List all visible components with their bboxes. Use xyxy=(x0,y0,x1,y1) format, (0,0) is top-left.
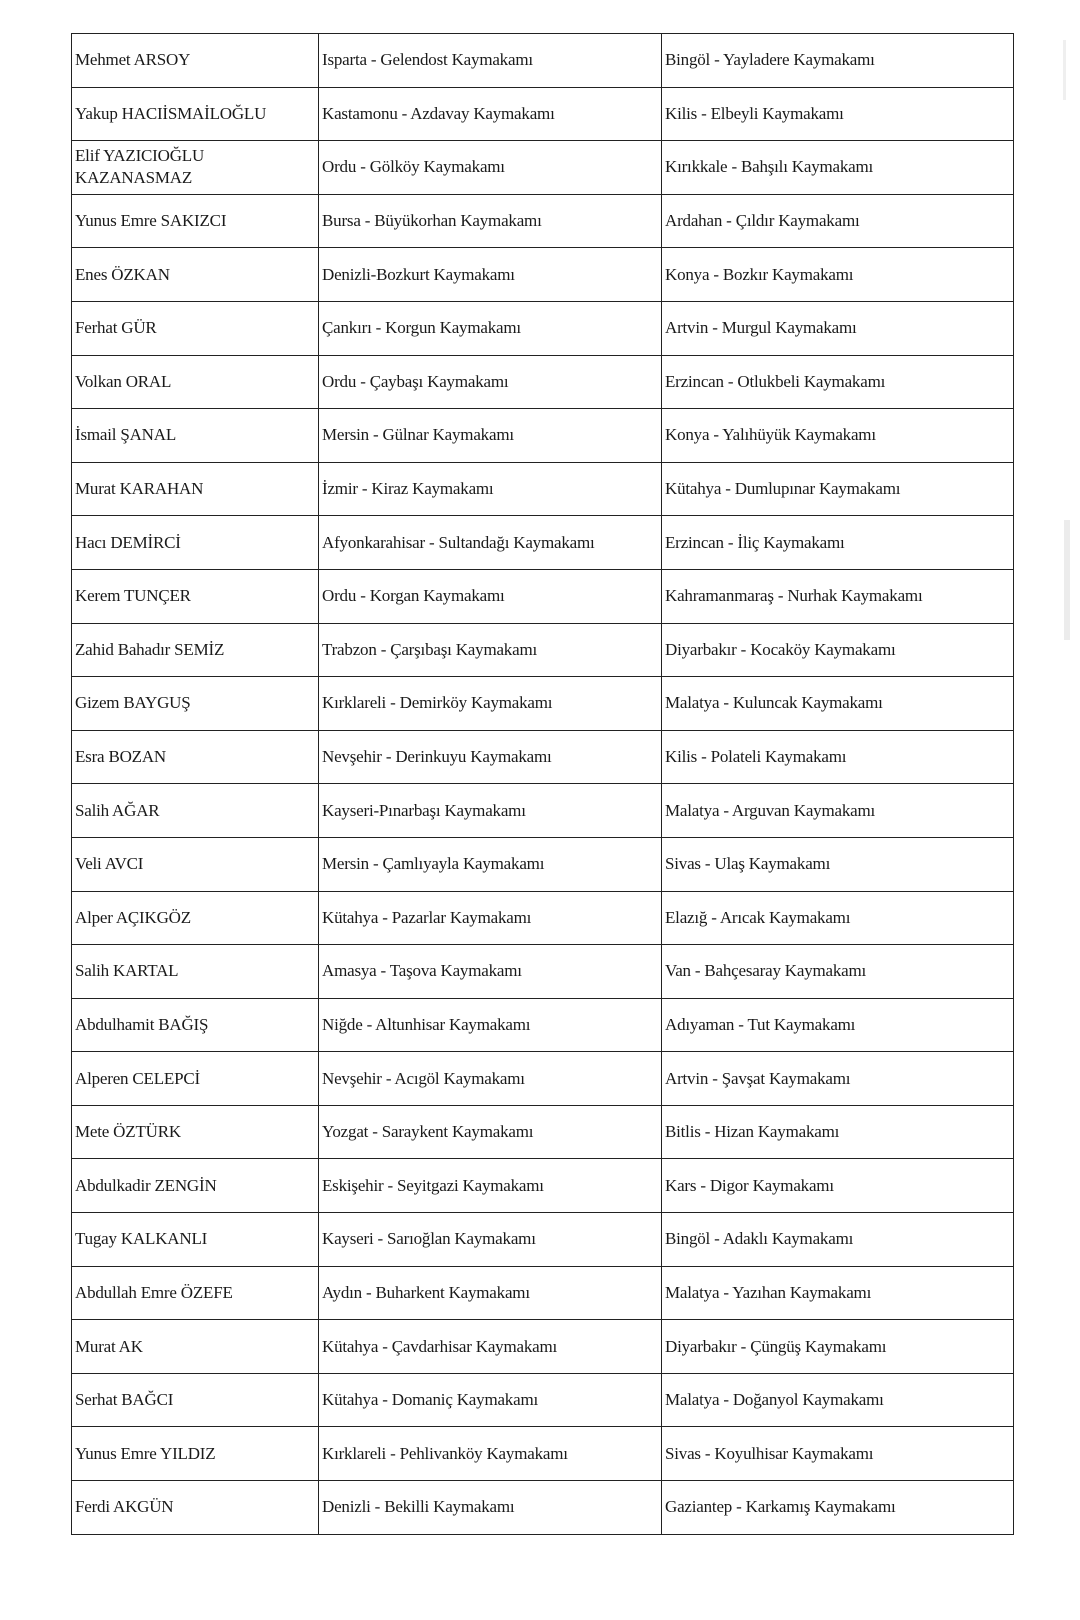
new-post-cell: Malatya - Doğanyol Kaymakamı xyxy=(662,1373,1014,1427)
new-post-cell: Artvin - Şavşat Kaymakamı xyxy=(662,1052,1014,1106)
new-post-cell: Diyarbakır - Çüngüş Kaymakamı xyxy=(662,1320,1014,1374)
new-post-cell: Malatya - Yazıhan Kaymakamı xyxy=(662,1266,1014,1320)
current-post-cell: Denizli-Bozkurt Kaymakamı xyxy=(319,248,662,302)
new-post-cell: Sivas - Ulaş Kaymakamı xyxy=(662,837,1014,891)
new-post-cell: Elazığ - Arıcak Kaymakamı xyxy=(662,891,1014,945)
current-post-cell: Nevşehir - Derinkuyu Kaymakamı xyxy=(319,730,662,784)
current-post-cell: Çankırı - Korgun Kaymakamı xyxy=(319,301,662,355)
table-row xyxy=(72,784,1014,838)
official-name-cell: Murat AK xyxy=(72,1320,319,1374)
official-name-cell: Zahid Bahadır SEMİZ xyxy=(72,623,319,677)
official-name-cell: Murat KARAHAN xyxy=(72,462,319,516)
appointments-table-body xyxy=(72,34,1014,1535)
table-row xyxy=(72,462,1014,516)
current-post-cell: Mersin - Gülnar Kaymakamı xyxy=(319,409,662,463)
current-post-cell: Trabzon - Çarşıbaşı Kaymakamı xyxy=(319,623,662,677)
current-post-cell: Kayseri - Sarıoğlan Kaymakamı xyxy=(319,1213,662,1267)
table-row xyxy=(72,409,1014,463)
current-post-cell: Kırklareli - Demirköy Kaymakamı xyxy=(319,677,662,731)
official-name-cell: Hacı DEMİRCİ xyxy=(72,516,319,570)
new-post-cell: Artvin - Murgul Kaymakamı xyxy=(662,301,1014,355)
table-row xyxy=(72,623,1014,677)
current-post-cell: Ordu - Korgan Kaymakamı xyxy=(319,569,662,623)
new-post-cell: Kütahya - Dumlupınar Kaymakamı xyxy=(662,462,1014,516)
official-name-cell: Gizem BAYGUŞ xyxy=(72,677,319,731)
table-row xyxy=(72,945,1014,999)
official-name-cell: Salih AĞAR xyxy=(72,784,319,838)
official-name-cell: Elif YAZICIOĞLU KAZANASMAZ xyxy=(72,141,319,195)
new-post-cell: Erzincan - İliç Kaymakamı xyxy=(662,516,1014,570)
current-post-cell: Kütahya - Domaniç Kaymakamı xyxy=(319,1373,662,1427)
new-post-cell: Ardahan - Çıldır Kaymakamı xyxy=(662,194,1014,248)
official-name-cell: Veli AVCI xyxy=(72,837,319,891)
official-name-cell: Ferdi AKGÜN xyxy=(72,1481,319,1535)
table-row xyxy=(72,34,1014,88)
official-name-cell: Enes ÖZKAN xyxy=(72,248,319,302)
current-post-cell: Kütahya - Pazarlar Kaymakamı xyxy=(319,891,662,945)
scan-artifact xyxy=(1063,40,1066,100)
table-row xyxy=(72,1105,1014,1159)
new-post-cell: Kırıkkale - Bahşılı Kaymakamı xyxy=(662,141,1014,195)
new-post-cell: Bingöl - Adaklı Kaymakamı xyxy=(662,1213,1014,1267)
current-post-cell: Kırklareli - Pehlivanköy Kaymakamı xyxy=(319,1427,662,1481)
current-post-cell: Eskişehir - Seyitgazi Kaymakamı xyxy=(319,1159,662,1213)
official-name-cell: Yunus Emre YILDIZ xyxy=(72,1427,319,1481)
new-post-cell: Kars - Digor Kaymakamı xyxy=(662,1159,1014,1213)
table-row xyxy=(72,1373,1014,1427)
appointments-table xyxy=(71,33,1014,1535)
new-post-cell: Bitlis - Hizan Kaymakamı xyxy=(662,1105,1014,1159)
official-name-cell: Abdulhamit BAĞIŞ xyxy=(72,998,319,1052)
current-post-cell: Afyonkarahisar - Sultandağı Kaymakamı xyxy=(319,516,662,570)
official-name-cell: Serhat BAĞCI xyxy=(72,1373,319,1427)
new-post-cell: Van - Bahçesaray Kaymakamı xyxy=(662,945,1014,999)
table-row xyxy=(72,1159,1014,1213)
official-name-cell: Yunus Emre SAKIZCI xyxy=(72,194,319,248)
table-row xyxy=(72,1481,1014,1535)
official-name-cell: Mete ÖZTÜRK xyxy=(72,1105,319,1159)
current-post-cell: Yozgat - Saraykent Kaymakamı xyxy=(319,1105,662,1159)
official-name-cell: Kerem TUNÇER xyxy=(72,569,319,623)
current-post-cell: Kütahya - Çavdarhisar Kaymakamı xyxy=(319,1320,662,1374)
new-post-cell: Malatya - Arguvan Kaymakamı xyxy=(662,784,1014,838)
official-name-cell: Abdullah Emre ÖZEFE xyxy=(72,1266,319,1320)
scan-artifact xyxy=(1064,520,1070,640)
current-post-cell: Niğde - Altunhisar Kaymakamı xyxy=(319,998,662,1052)
current-post-cell: Mersin - Çamlıyayla Kaymakamı xyxy=(319,837,662,891)
table-row xyxy=(72,141,1014,195)
official-name-cell: Volkan ORAL xyxy=(72,355,319,409)
new-post-cell: Kilis - Elbeyli Kaymakamı xyxy=(662,87,1014,141)
table-row xyxy=(72,837,1014,891)
new-post-cell: Diyarbakır - Kocaköy Kaymakamı xyxy=(662,623,1014,677)
new-post-cell: Bingöl - Yayladere Kaymakamı xyxy=(662,34,1014,88)
table-row xyxy=(72,730,1014,784)
official-name-cell: Alper AÇIKGÖZ xyxy=(72,891,319,945)
current-post-cell: Ordu - Çaybaşı Kaymakamı xyxy=(319,355,662,409)
current-post-cell: Isparta - Gelendost Kaymakamı xyxy=(319,34,662,88)
table-row xyxy=(72,355,1014,409)
official-name-cell: Alperen CELEPCİ xyxy=(72,1052,319,1106)
new-post-cell: Kilis - Polateli Kaymakamı xyxy=(662,730,1014,784)
current-post-cell: Nevşehir - Acıgöl Kaymakamı xyxy=(319,1052,662,1106)
table-row xyxy=(72,1320,1014,1374)
table-row xyxy=(72,516,1014,570)
official-name-cell: Esra BOZAN xyxy=(72,730,319,784)
official-name-cell: Tugay KALKANLI xyxy=(72,1213,319,1267)
new-post-cell: Malatya - Kuluncak Kaymakamı xyxy=(662,677,1014,731)
official-name-cell: Abdulkadir ZENGİN xyxy=(72,1159,319,1213)
official-name-cell: Mehmet ARSOY xyxy=(72,34,319,88)
current-post-cell: Bursa - Büyükorhan Kaymakamı xyxy=(319,194,662,248)
new-post-cell: Adıyaman - Tut Kaymakamı xyxy=(662,998,1014,1052)
new-post-cell: Kahramanmaraş - Nurhak Kaymakamı xyxy=(662,569,1014,623)
table-row xyxy=(72,194,1014,248)
new-post-cell: Erzincan - Otlukbeli Kaymakamı xyxy=(662,355,1014,409)
table-row xyxy=(72,1427,1014,1481)
table-row xyxy=(72,1213,1014,1267)
table-row xyxy=(72,677,1014,731)
current-post-cell: Kastamonu - Azdavay Kaymakamı xyxy=(319,87,662,141)
table-row xyxy=(72,998,1014,1052)
official-name-cell: Salih KARTAL xyxy=(72,945,319,999)
table-row xyxy=(72,87,1014,141)
new-post-cell: Sivas - Koyulhisar Kaymakamı xyxy=(662,1427,1014,1481)
new-post-cell: Gaziantep - Karkamış Kaymakamı xyxy=(662,1481,1014,1535)
table-row xyxy=(72,248,1014,302)
table-row xyxy=(72,569,1014,623)
new-post-cell: Konya - Bozkır Kaymakamı xyxy=(662,248,1014,302)
table-row xyxy=(72,1266,1014,1320)
official-name-cell: Ferhat GÜR xyxy=(72,301,319,355)
current-post-cell: Amasya - Taşova Kaymakamı xyxy=(319,945,662,999)
table-row xyxy=(72,301,1014,355)
current-post-cell: Ordu - Gölköy Kaymakamı xyxy=(319,141,662,195)
official-name-cell: İsmail ŞANAL xyxy=(72,409,319,463)
current-post-cell: İzmir - Kiraz Kaymakamı xyxy=(319,462,662,516)
current-post-cell: Denizli - Bekilli Kaymakamı xyxy=(319,1481,662,1535)
official-name-cell: Yakup HACIİSMAİLOĞLU xyxy=(72,87,319,141)
new-post-cell: Konya - Yalıhüyük Kaymakamı xyxy=(662,409,1014,463)
current-post-cell: Kayseri-Pınarbaşı Kaymakamı xyxy=(319,784,662,838)
table-row xyxy=(72,1052,1014,1106)
table-row xyxy=(72,891,1014,945)
current-post-cell: Aydın - Buharkent Kaymakamı xyxy=(319,1266,662,1320)
